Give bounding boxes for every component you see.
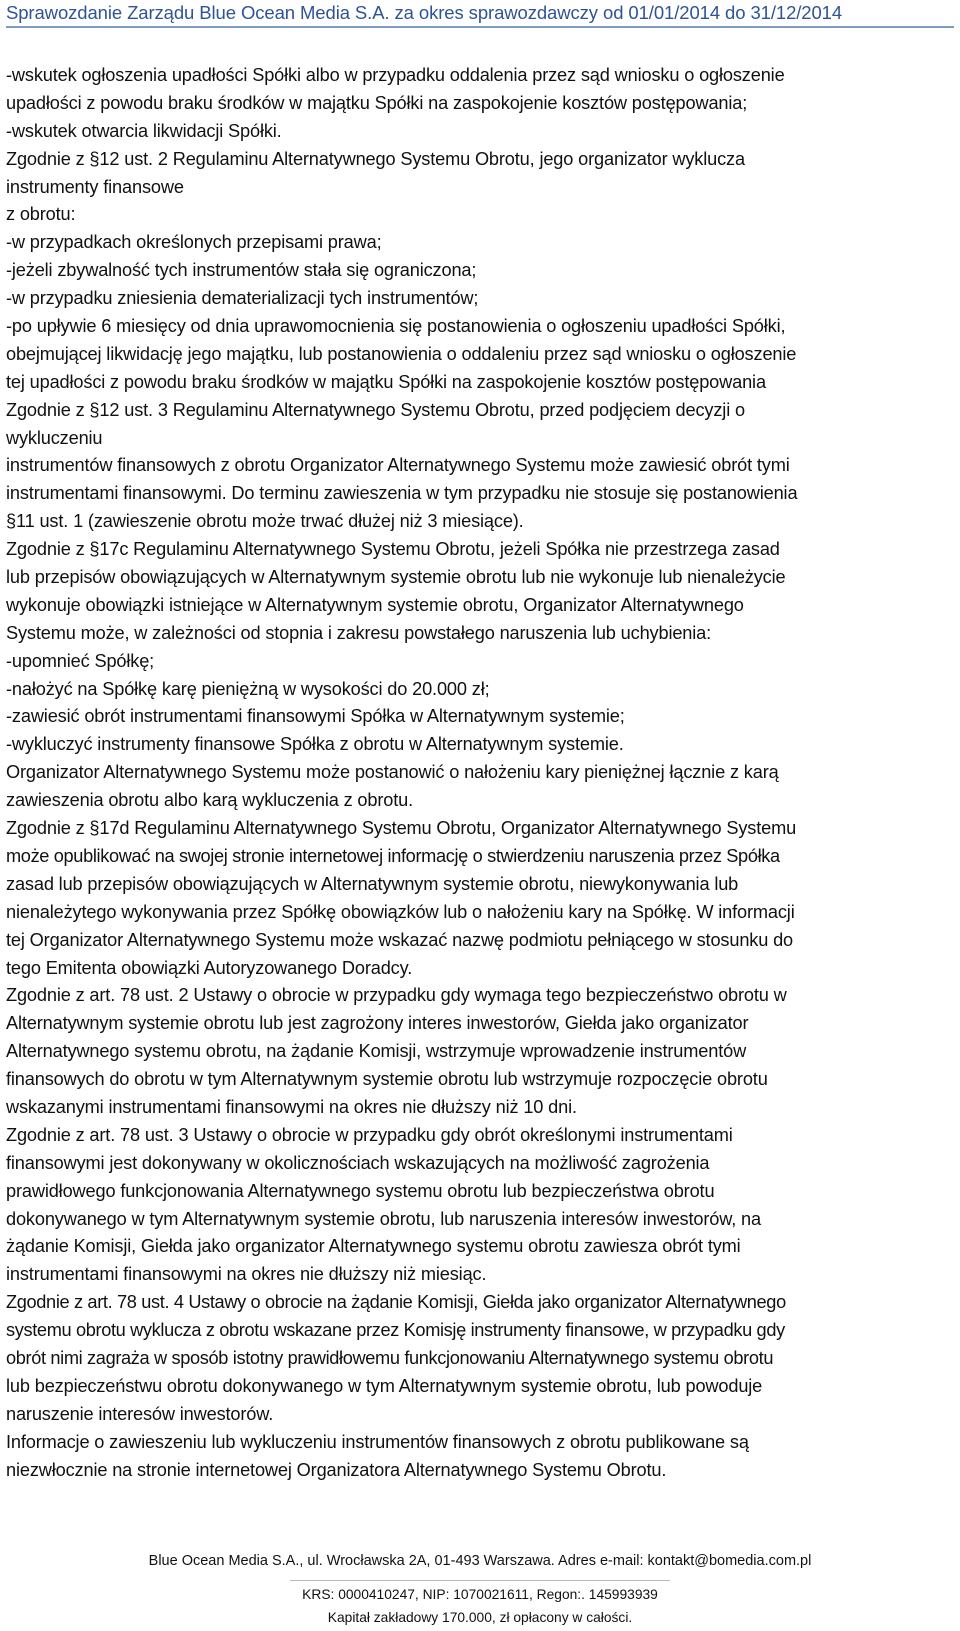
text-line: zawieszenia obrotu albo karą wykluczenia z obrotu. [6, 790, 413, 811]
text-line: instrumentów finansowych z obrotu Organizator Alternatywnego Systemu może zawiesić obrót tymi [6, 455, 790, 476]
text-line: -po upływie 6 miesięcy od dnia uprawomocnienia się postanowienia o ogłoszeniu upadłości Spółki, [6, 316, 786, 337]
text-line: instrumentami finansowymi. Do terminu zawieszenia w tym przypadku nie stosuje się postanowienia [6, 483, 798, 504]
text-line: tej Organizator Alternatywnego Systemu może wskazać nazwę podmiotu pełniącego w stosunku do [6, 929, 794, 950]
text-line: -w przypadkach określonych przepisami prawa; [6, 232, 382, 253]
text-line: lub bezpieczeństwu obrotu dokonywanego w tym Alternatywnym systemie obrotu, lub powoduje [6, 1375, 763, 1396]
text-line: z obrotu: [6, 204, 76, 225]
text-line: Alternatywnego systemu obrotu, na żądanie Komisji, wstrzymuje wprowadzenie instrumentów [6, 1041, 747, 1062]
text-line: niezwłocznie na stronie internetowej Organizatora Alternatywnego Systemu Obrotu. [6, 1459, 667, 1480]
text-line: tej upadłości z powodu braku środków w majątku Spółki na zaspokojenie kosztów postępowania [6, 371, 766, 392]
page-header [6, 0, 954, 28]
text-line: -zawiesić obrót instrumentami finansowymi Spółka w Alternatywnym systemie; [6, 706, 625, 727]
text-line: Zgodnie z §17d Regulaminu Alternatywnego Systemu Obrotu, Organizator Alternatywnego Systemu [6, 818, 797, 839]
text-line: Zgodnie z art. 78 ust. 3 Ustawy o obrocie w przypadku gdy obrót określonymi instrumentami [6, 1124, 733, 1145]
text-line: Zgodnie z §12 ust. 2 Regulaminu Alternatywnego Systemu Obrotu, jego organizator wyklucza [6, 148, 745, 169]
text-line: Informacje o zawieszeniu lub wykluczeniu instrumentów finansowych z obrotu publikowane są [6, 1431, 749, 1452]
text-line: finansowych do obrotu w tym Alternatywnym systemie obrotu lub wstrzymuje rozpoczęcie obrotu [6, 1069, 768, 1090]
text-line: żądanie Komisji, Giełda jako organizator Alternatywnego systemu obrotu zawiesza obrót tymi [6, 1236, 741, 1257]
text-line: może opublikować na swojej stronie internetowej informację o stwierdzeniu naruszenia przez Spółka [6, 845, 780, 866]
text-line: instrumentami finansowymi na okres nie dłuższy niż miesiąc. [6, 1264, 487, 1285]
text-line: wskazanymi instrumentami finansowymi na okres nie dłuższy niż 10 dni. [6, 1096, 577, 1117]
text-line: -wskutek otwarcia likwidacji Spółki. [6, 120, 282, 141]
text-line: -w przypadku zniesienia dematerializacji tych instrumentów; [6, 288, 479, 309]
text-line: lub przepisów obowiązujących w Alternatywnym systemie obrotu lub nie wykonuje lub nienależycie [6, 567, 786, 588]
text-line: wykluczeniu [6, 427, 103, 448]
header-title: Sprawozdanie Zarządu Blue Ocean Media S.A. za okres sprawozdawczy od 01/01/2014 do 31/12/2014 [6, 2, 843, 23]
text-line: obrót nimi zagraża w sposób istotny prawidłowemu funkcjonowaniu Alternatywnego systemu obrotu [6, 1347, 774, 1368]
footer-capital: Kapitał zakładowy 170.000, zł opłacony w całości. [327, 1610, 633, 1625]
text-line: instrumenty finansowe [6, 176, 184, 197]
text-line: systemu obrotu wyklucza z obrotu wskazane przez Komisję instrumenty finansowe, w przypadku gdy [6, 1320, 785, 1341]
text-line: finansowymi jest dokonywany w okolicznościach wskazujących na możliwość zagrożenia [6, 1152, 710, 1173]
footer-divider [290, 1580, 670, 1581]
text-line: zasad lub przepisów obowiązujących w Alternatywnym systemie obrotu, niewykonywania lub [6, 873, 739, 894]
text-line: Zgodnie z art. 78 ust. 4 Ustawy o obrocie na żądanie Komisji, Giełda jako organizator Alternatywnego [6, 1292, 786, 1313]
text-line: upadłości z powodu braku środków w majątku Spółki na zaspokojenie kosztów postępowania; [6, 92, 748, 113]
text-line: §11 ust. 1 (zawieszenie obrotu może trwać dłużej niż 3 miesiące). [6, 511, 524, 532]
text-line: obejmującej likwidację jego majątku, lub postanowienia o oddaleniu przez sąd wniosku o ogłoszenie [6, 343, 797, 364]
text-line: -wskutek ogłoszenia upadłości Spółki albo w przypadku oddalenia przez sąd wniosku o ogłoszenie [6, 65, 785, 85]
text-line: Organizator Alternatywnego Systemu może postanowić o nałożeniu kary pieniężnej łącznie z karą [6, 762, 779, 783]
text-line: Zgodnie z §17c Regulaminu Alternatywnego Systemu Obrotu, jeżeli Spółka nie przestrzega zasad [6, 539, 780, 560]
text-line: wykonuje obowiązki istniejące w Alternatywnym systemie obrotu, Organizator Alternatywnego [6, 594, 744, 615]
text-line: Zgodnie z art. 78 ust. 2 Ustawy o obrocie w przypadku gdy wymaga tego bezpieczeństwo obrotu w [6, 985, 787, 1006]
text-line: -upomnieć Spółkę; [6, 650, 155, 671]
text-line: naruszenie interesów inwestorów. [6, 1403, 274, 1424]
text-line: dokonywanego w tym Alternatywnym systemie obrotu, lub naruszenia interesów inwestorów, na [6, 1208, 761, 1229]
text-line: -wykluczyć instrumenty finansowe Spółka z obrotu w Alternatywnym systemie. [6, 734, 624, 755]
footer-address: Blue Ocean Media S.A., ul. Wrocławska 2A, 01-493 Warszawa. Adres e-mail: kontakt@bomedia.com.pl [148, 1553, 812, 1569]
text-line: tego Emitenta obowiązki Autoryzowanego Doradcy. [6, 957, 413, 978]
text-line: -jeżeli zbywalność tych instrumentów stała się ograniczona; [6, 260, 477, 281]
text-line: Systemu może, w zależności od stopnia i zakresu powstałego naruszenia lub uchybienia: [6, 622, 712, 643]
text-line: Zgodnie z §12 ust. 3 Regulaminu Alternatywnego Systemu Obrotu, przed podjęciem decyzji o [6, 399, 745, 420]
footer-registry: KRS: 0000410247, NIP: 1070021611, Regon:. 145993939 [302, 1587, 658, 1602]
text-line: nienależytego wykonywania przez Spółkę obowiązków lub o nałożeniu kary na Spółkę. W informacji [6, 901, 795, 922]
text-line: Alternatywnym systemie obrotu lub jest zagrożony interes inwestorów, Giełda jako organizator [6, 1013, 749, 1034]
text-line: -nałożyć na Spółkę karę pieniężną w wysokości do 20.000 zł; [6, 678, 490, 699]
document-body [6, 62, 956, 1484]
text-line: prawidłowego funkcjonowania Alternatywnego systemu obrotu lub bezpieczeństwa obrotu [6, 1180, 715, 1201]
